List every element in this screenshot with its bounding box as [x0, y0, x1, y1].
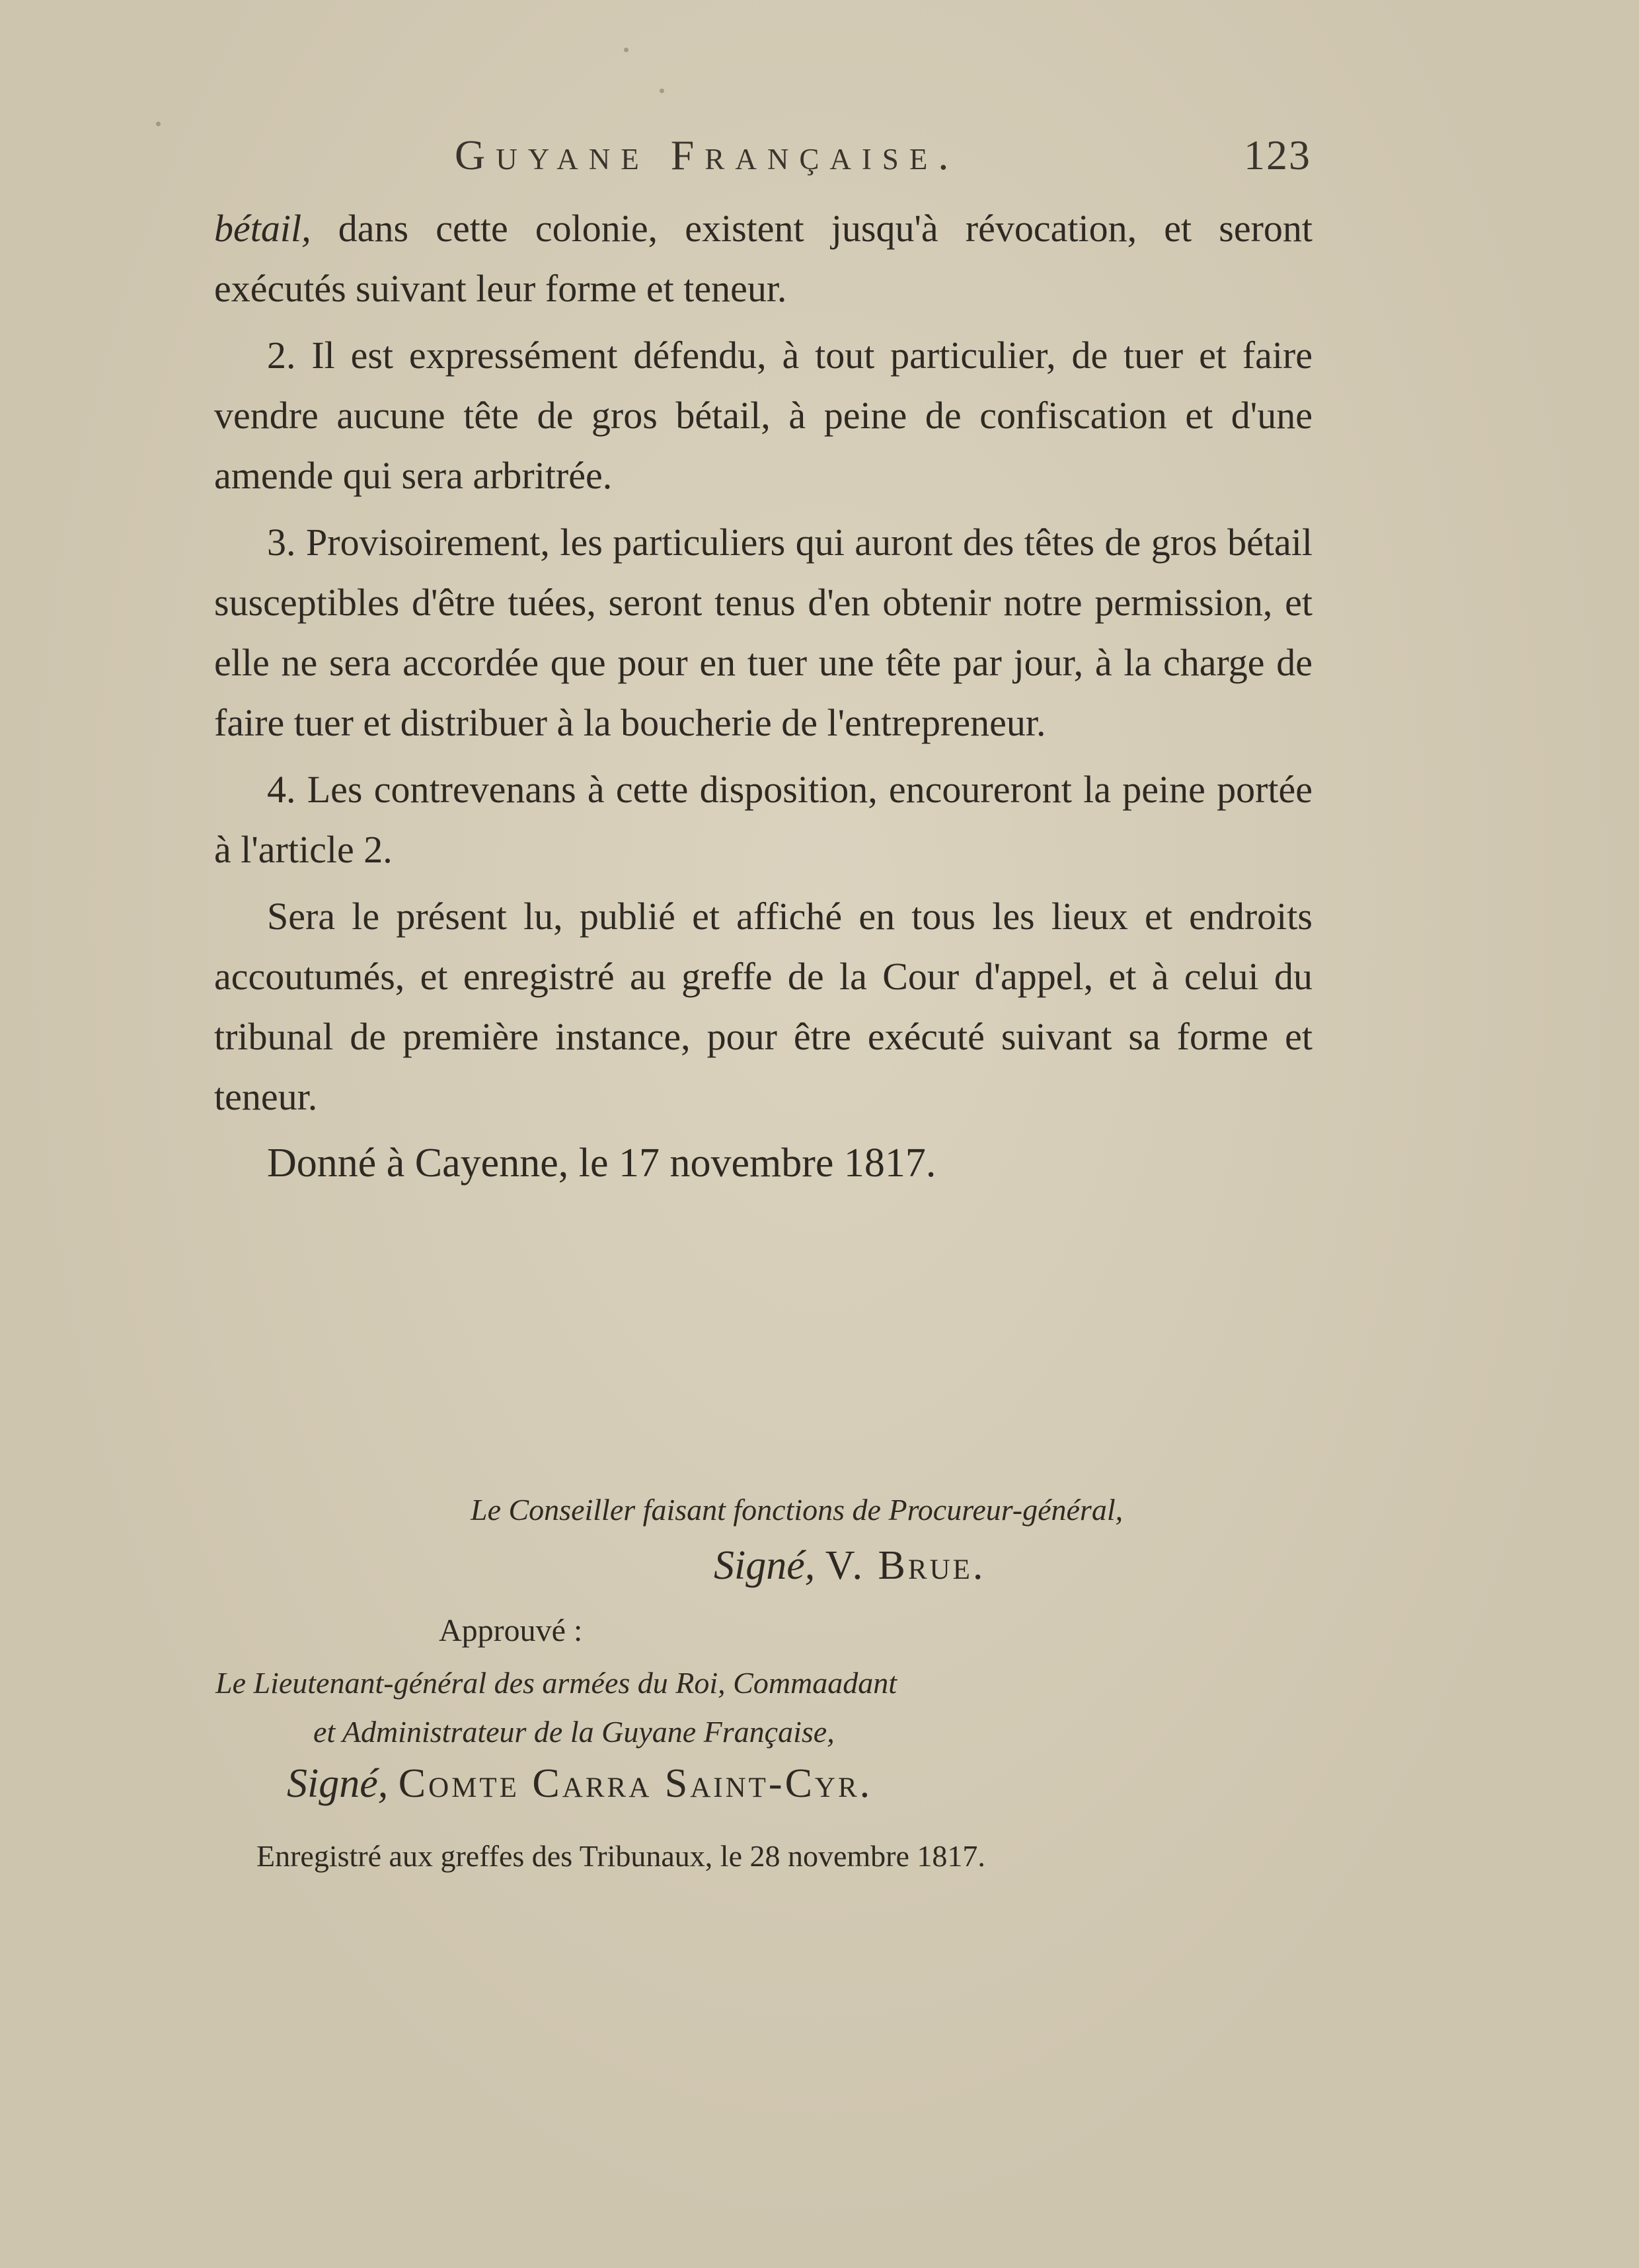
ink-speck: [660, 89, 664, 93]
governor-title-line-2: et Administrateur de la Guyane Française,: [313, 1715, 835, 1749]
governor-signature: [287, 1760, 872, 1807]
ink-speck: [624, 48, 629, 52]
article-2: 2. Il est expressément défendu, à tout particulier, de tuer et faire vendre aucune tête de gros bétail, à peine de confiscation et d'une amende qui sera arbritrée.: [214, 334, 1313, 497]
page-header: [213, 131, 1311, 184]
approved-label: Approuvé :: [439, 1613, 583, 1648]
governor-signe: Signé,: [287, 1761, 389, 1806]
paragraph-continuation-text: dans cette colonie, existent jusqu'à révocation, et seront exécutés suivant leur forme et teneur.: [214, 207, 1313, 310]
page-number: 123: [1244, 132, 1311, 178]
procureur-signature: [714, 1542, 985, 1589]
procureur-name: V. Brue.: [825, 1543, 986, 1588]
governor-title-line-1: Le Lieutenant-général des armées du Roi, Commaadant: [215, 1666, 897, 1700]
main-text: [214, 198, 1313, 1193]
running-head: Guyane Française.: [455, 132, 960, 178]
procureur-signe: Signé,: [714, 1543, 816, 1588]
procureur-title: Le Conseiller faisant fonctions de Procureur-général,: [471, 1493, 1124, 1527]
paragraph-continuation: [214, 198, 1313, 319]
publication-clause: Sera le présent lu, publié et affiché en tous les lieux et endroits accoutumés, et enregistré au greffe de la Cour d'appel, et à celui du tribunal de première instance, pour être exécuté suivant sa forme et teneur.: [214, 895, 1313, 1118]
date-line: Donné à Cayenne, le 17 novembre 1817.: [267, 1141, 936, 1186]
registration-note: Enregistré aux greffes des Tribunaux, le 28 novembre 1817.: [256, 1839, 985, 1873]
article-3: 3. Provisoirement, les particuliers qui auront des têtes de gros bétail susceptibles d'être tuées, seront tenus d'en obtenir notre permission, et elle ne sera accordée que pour en tuer une tête par jour, à la charge de faire tuer et distribuer à la boucherie de l'entrepreneur.: [214, 521, 1313, 744]
ink-speck: [156, 122, 161, 126]
paragraph-lead-word: bétail,: [214, 207, 311, 250]
article-4: 4. Les contrevenans à cette disposition, encoureront la peine portée à l'article 2.: [214, 768, 1313, 871]
governor-name: Comte Carra Saint-Cyr.: [398, 1761, 873, 1806]
